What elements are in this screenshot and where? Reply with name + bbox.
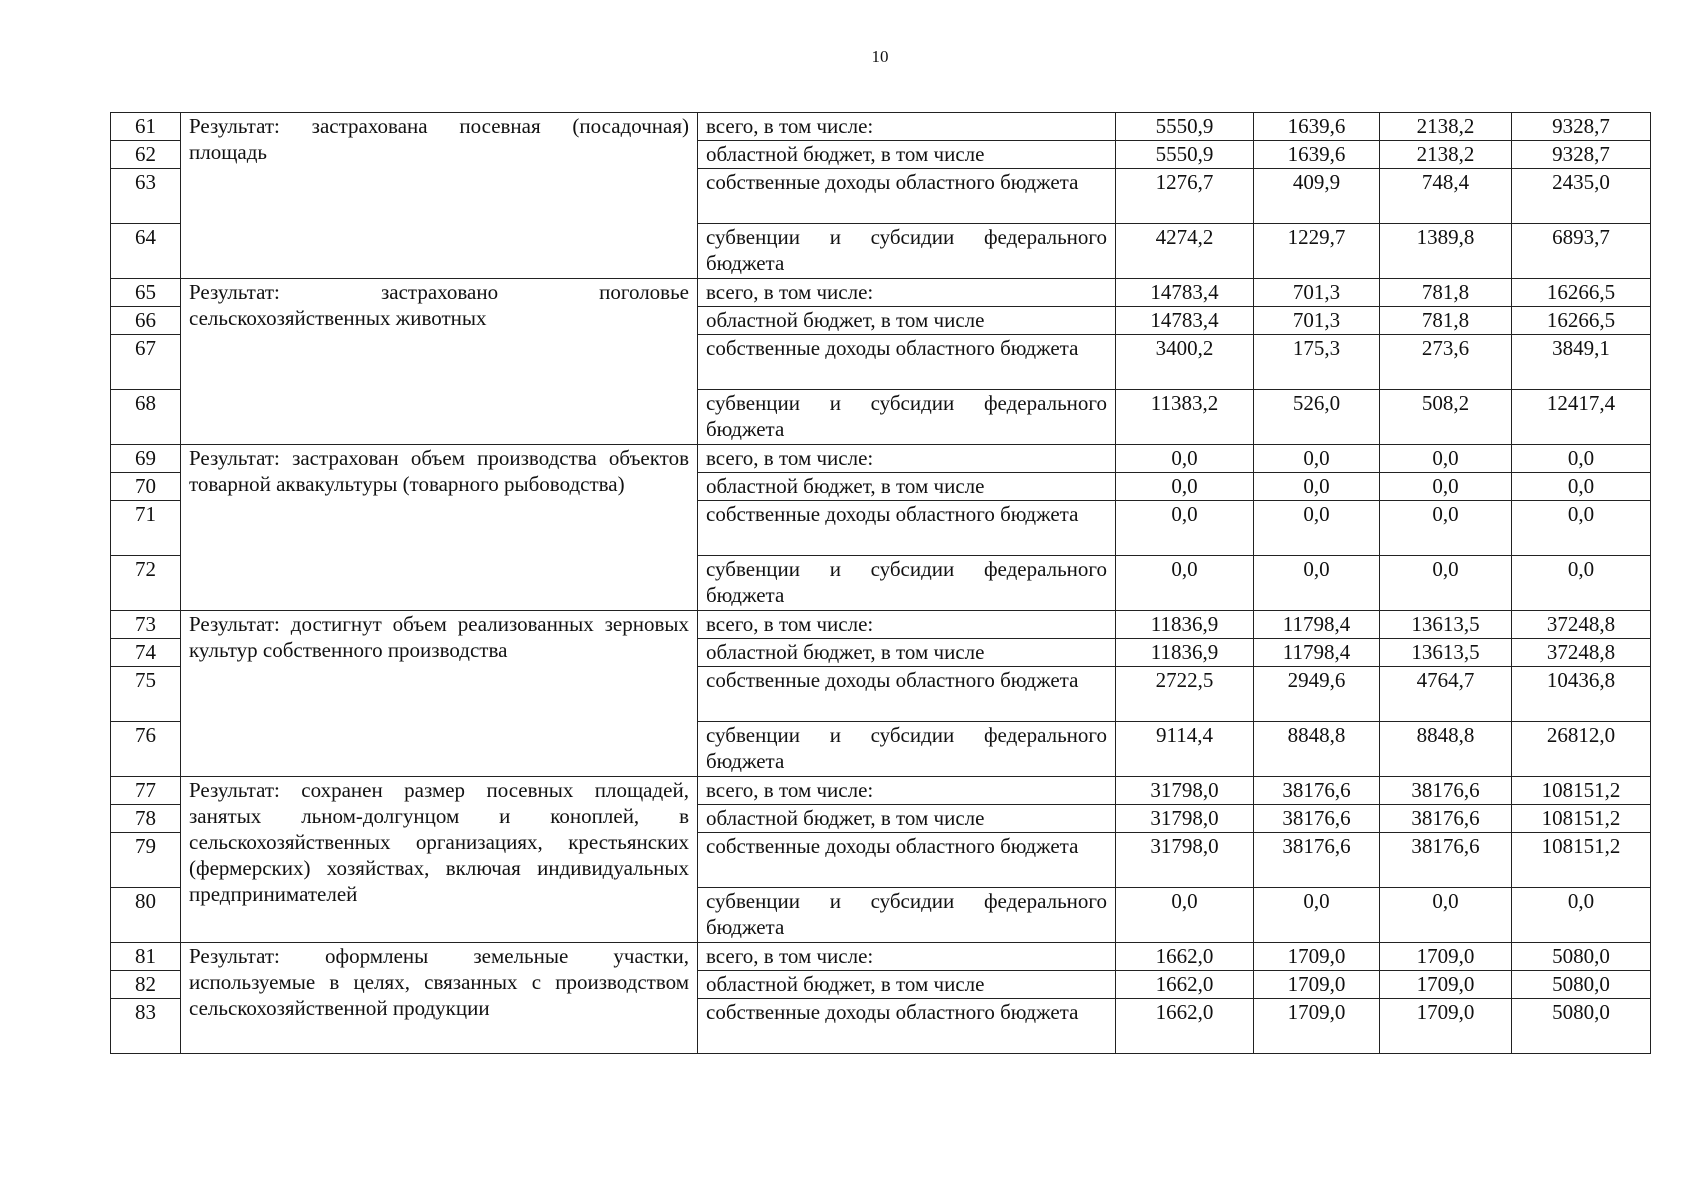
amount-cell: 9328,7 [1512,113,1651,141]
amount-cell: 526,0 [1254,390,1380,445]
funding-source: всего, в том числе: [698,611,1116,639]
amount-cell: 1709,0 [1380,971,1512,999]
row-number: 62 [111,141,181,169]
result-description: Результат: застрахован объем производства объектов товарной аквакультуры (товарного рыбоводства) [181,445,698,611]
amount-cell: 781,8 [1380,279,1512,307]
amount-cell: 1709,0 [1254,971,1380,999]
table-row [111,943,1651,971]
amount-cell: 781,8 [1380,307,1512,335]
row-number: 71 [111,501,181,556]
amount-cell: 1639,6 [1254,141,1380,169]
amount-cell: 16266,5 [1512,307,1651,335]
amount-cell: 0,0 [1512,501,1651,556]
row-number: 72 [111,556,181,611]
funding-source: собственные доходы областного бюджета [698,833,1116,888]
amount-cell: 1709,0 [1254,999,1380,1054]
funding-source: областной бюджет, в том числе [698,141,1116,169]
amount-cell: 5550,9 [1116,141,1254,169]
amount-cell: 37248,8 [1512,639,1651,667]
row-number: 61 [111,113,181,141]
amount-cell: 0,0 [1116,556,1254,611]
row-number: 83 [111,999,181,1054]
table-row [111,113,1651,141]
table-row [111,611,1651,639]
amount-cell: 0,0 [1380,888,1512,943]
amount-cell: 11836,9 [1116,639,1254,667]
amount-cell: 5080,0 [1512,971,1651,999]
funding-source: областной бюджет, в том числе [698,473,1116,501]
amount-cell: 0,0 [1512,556,1651,611]
row-number: 68 [111,390,181,445]
amount-cell: 4764,7 [1380,667,1512,722]
row-number: 74 [111,639,181,667]
amount-cell: 0,0 [1254,501,1380,556]
amount-cell: 37248,8 [1512,611,1651,639]
amount-cell: 1662,0 [1116,943,1254,971]
row-number: 79 [111,833,181,888]
amount-cell: 26812,0 [1512,722,1651,777]
amount-cell: 13613,5 [1380,611,1512,639]
result-description: Результат: оформлены земельные участки, используемые в целях, связанных с производством сельскохозяйственной продукции [181,943,698,1054]
funding-source: всего, в том числе: [698,113,1116,141]
funding-source: субвенции и субсидии федерального бюджета [698,224,1116,279]
amount-cell: 13613,5 [1380,639,1512,667]
amount-cell: 2722,5 [1116,667,1254,722]
amount-cell: 0,0 [1380,501,1512,556]
funding-source: собственные доходы областного бюджета [698,335,1116,390]
amount-cell: 2435,0 [1512,169,1651,224]
funding-source: субвенции и субсидии федерального бюджета [698,722,1116,777]
funding-source: субвенции и субсидии федерального бюджета [698,556,1116,611]
amount-cell: 175,3 [1254,335,1380,390]
row-number: 82 [111,971,181,999]
amount-cell: 8848,8 [1380,722,1512,777]
amount-cell: 0,0 [1116,888,1254,943]
row-number: 76 [111,722,181,777]
amount-cell: 5080,0 [1512,999,1651,1054]
row-number: 70 [111,473,181,501]
amount-cell: 6893,7 [1512,224,1651,279]
funding-source: всего, в том числе: [698,279,1116,307]
funding-source: субвенции и субсидии федерального бюджета [698,390,1116,445]
table-row [111,445,1651,473]
amount-cell: 0,0 [1116,445,1254,473]
amount-cell: 38176,6 [1254,833,1380,888]
amount-cell: 11383,2 [1116,390,1254,445]
page-number: 10 [871,47,889,66]
amount-cell: 0,0 [1512,445,1651,473]
row-number: 65 [111,279,181,307]
amount-cell: 0,0 [1512,888,1651,943]
amount-cell: 108151,2 [1512,777,1651,805]
row-number: 67 [111,335,181,390]
amount-cell: 31798,0 [1116,833,1254,888]
result-description: Результат: сохранен размер посевных площадей, занятых льном-долгунцом и коноплей, в сельскохозяйственных организациях, крестьянских (фермерских) хозяйствах, включая индивидуальных предпринимателей [181,777,698,943]
funding-source: областной бюджет, в том числе [698,307,1116,335]
amount-cell: 5080,0 [1512,943,1651,971]
amount-cell: 1709,0 [1254,943,1380,971]
amount-cell: 273,6 [1380,335,1512,390]
amount-cell: 31798,0 [1116,805,1254,833]
row-number: 66 [111,307,181,335]
amount-cell: 0,0 [1254,888,1380,943]
funding-source: областной бюджет, в том числе [698,971,1116,999]
amount-cell: 2138,2 [1380,113,1512,141]
amount-cell: 10436,8 [1512,667,1651,722]
row-number: 75 [111,667,181,722]
funding-source: областной бюджет, в том числе [698,639,1116,667]
amount-cell: 38176,6 [1254,777,1380,805]
amount-cell: 0,0 [1116,501,1254,556]
amount-cell: 38176,6 [1380,777,1512,805]
amount-cell: 409,9 [1254,169,1380,224]
amount-cell: 11798,4 [1254,611,1380,639]
funding-source: всего, в том числе: [698,943,1116,971]
amount-cell: 0,0 [1254,473,1380,501]
amount-cell: 38176,6 [1254,805,1380,833]
funding-source: всего, в том числе: [698,777,1116,805]
amount-cell: 0,0 [1116,473,1254,501]
amount-cell: 748,4 [1380,169,1512,224]
result-description: Результат: достигнут объем реализованных зерновых культур собственного производства [181,611,698,777]
amount-cell: 5550,9 [1116,113,1254,141]
row-number: 77 [111,777,181,805]
amount-cell: 1662,0 [1116,971,1254,999]
amount-cell: 0,0 [1380,445,1512,473]
funding-source: собственные доходы областного бюджета [698,667,1116,722]
amount-cell: 0,0 [1254,445,1380,473]
row-number: 69 [111,445,181,473]
amount-cell: 2949,6 [1254,667,1380,722]
amount-cell: 0,0 [1512,473,1651,501]
row-number: 81 [111,943,181,971]
funding-source: собственные доходы областного бюджета [698,169,1116,224]
amount-cell: 4274,2 [1116,224,1254,279]
amount-cell: 2138,2 [1380,141,1512,169]
result-description: Результат: застраховано поголовье сельскохозяйственных животных [181,279,698,445]
amount-cell: 14783,4 [1116,279,1254,307]
amount-cell: 0,0 [1380,473,1512,501]
amount-cell: 9114,4 [1116,722,1254,777]
table-row [111,279,1651,307]
row-number: 63 [111,169,181,224]
row-number: 73 [111,611,181,639]
amount-cell: 108151,2 [1512,833,1651,888]
funding-source: собственные доходы областного бюджета [698,999,1116,1054]
amount-cell: 14783,4 [1116,307,1254,335]
table-row [111,777,1651,805]
amount-cell: 12417,4 [1512,390,1651,445]
amount-cell: 38176,6 [1380,833,1512,888]
funding-source: областной бюджет, в том числе [698,805,1116,833]
row-number: 80 [111,888,181,943]
amount-cell: 3400,2 [1116,335,1254,390]
row-number: 64 [111,224,181,279]
row-number: 78 [111,805,181,833]
amount-cell: 11836,9 [1116,611,1254,639]
amount-cell: 16266,5 [1512,279,1651,307]
amount-cell: 11798,4 [1254,639,1380,667]
amount-cell: 508,2 [1380,390,1512,445]
funding-source: собственные доходы областного бюджета [698,501,1116,556]
amount-cell: 3849,1 [1512,335,1651,390]
funding-source: субвенции и субсидии федерального бюджета [698,888,1116,943]
amount-cell: 0,0 [1380,556,1512,611]
result-description: Результат: застрахована посевная (посадочная) площадь [181,113,698,279]
amount-cell: 1709,0 [1380,999,1512,1054]
budget-table [110,112,1651,1054]
amount-cell: 1662,0 [1116,999,1254,1054]
funding-source: всего, в том числе: [698,445,1116,473]
amount-cell: 701,3 [1254,279,1380,307]
amount-cell: 9328,7 [1512,141,1651,169]
amount-cell: 38176,6 [1380,805,1512,833]
amount-cell: 0,0 [1254,556,1380,611]
amount-cell: 1639,6 [1254,113,1380,141]
amount-cell: 1709,0 [1380,943,1512,971]
amount-cell: 31798,0 [1116,777,1254,805]
amount-cell: 1389,8 [1380,224,1512,279]
amount-cell: 1276,7 [1116,169,1254,224]
amount-cell: 701,3 [1254,307,1380,335]
amount-cell: 8848,8 [1254,722,1380,777]
amount-cell: 1229,7 [1254,224,1380,279]
amount-cell: 108151,2 [1512,805,1651,833]
